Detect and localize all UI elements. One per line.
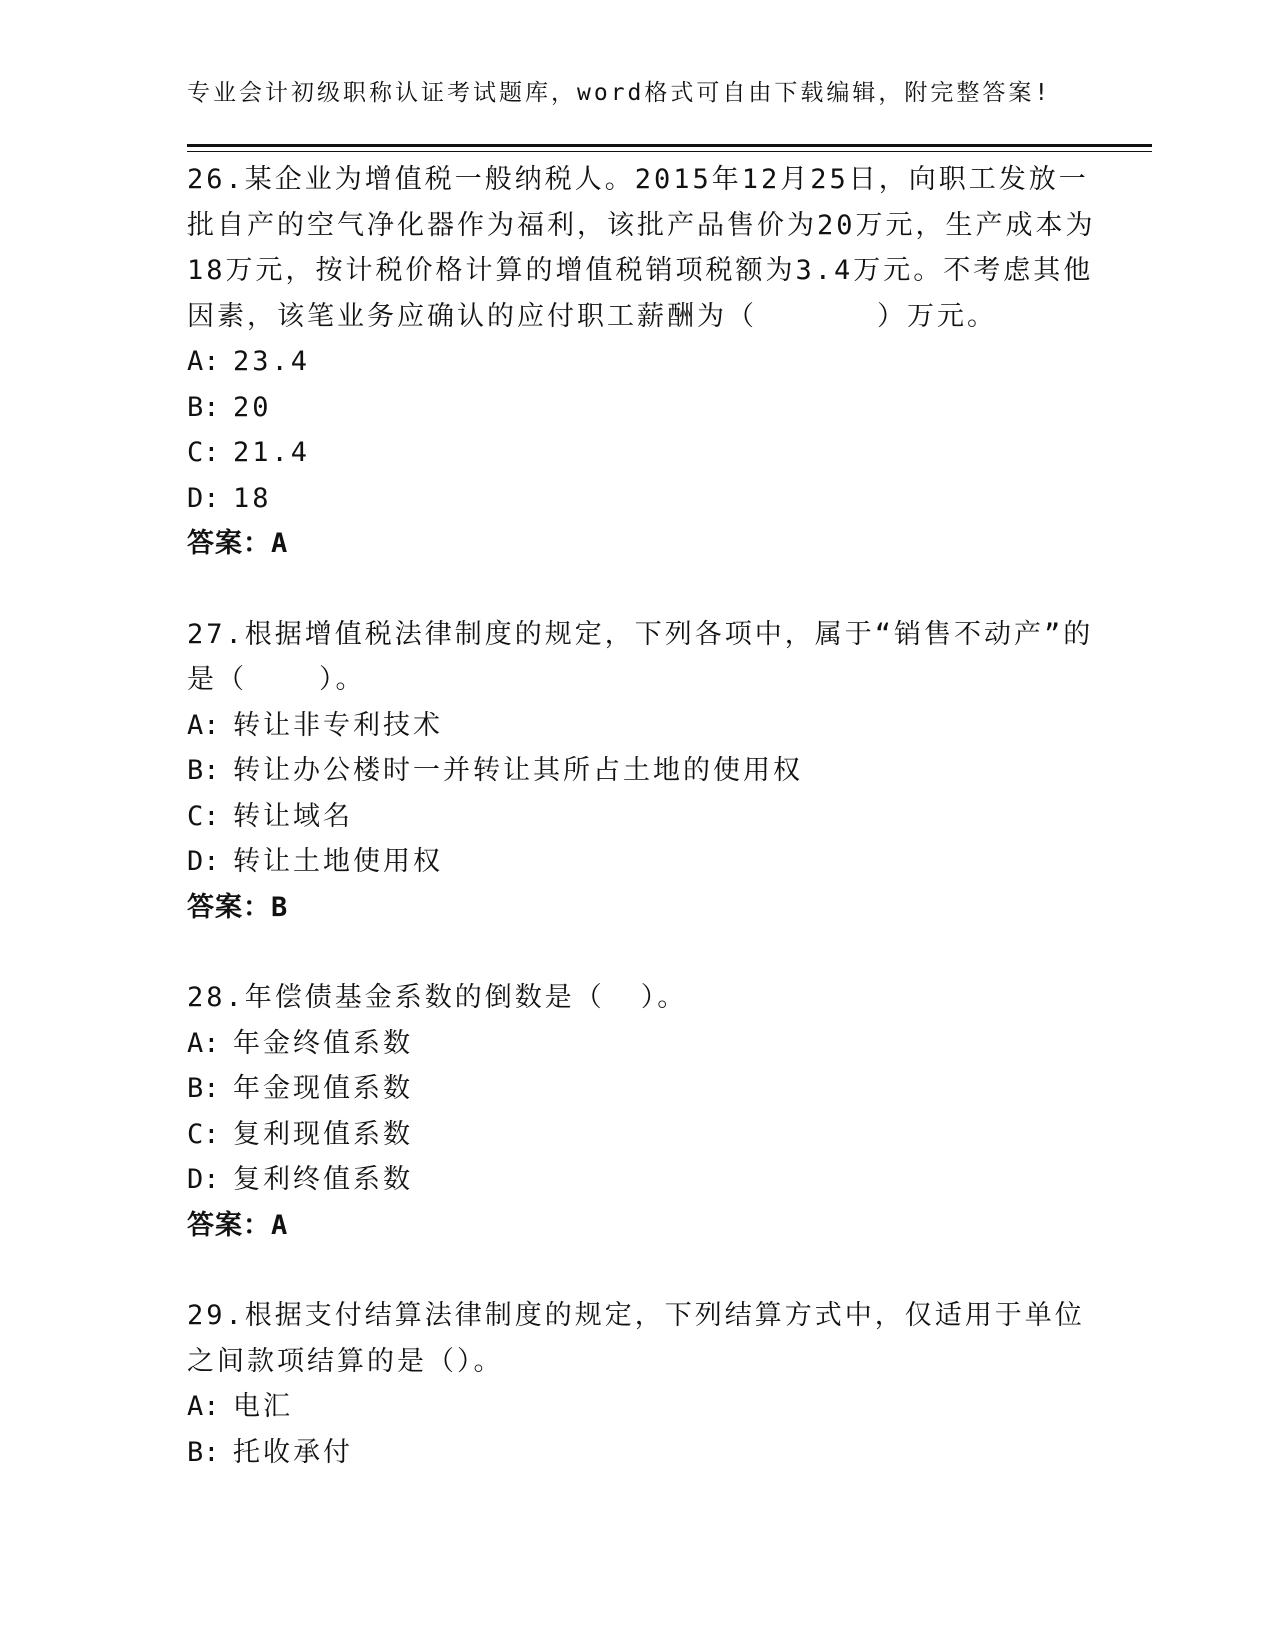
option-a: A: 转让非专利技术 <box>187 709 443 741</box>
option-a: A: 电汇 <box>187 1391 293 1422</box>
question-28 <box>187 975 1097 1248</box>
question-list <box>187 157 1097 1520</box>
option-c: C: 复利现值系数 <box>187 1118 413 1150</box>
option-d: D: 转让土地使用权 <box>187 846 443 877</box>
option-b: B: 年金现值系数 <box>187 1073 413 1104</box>
option-c: C: 21.4 <box>187 437 311 468</box>
option-a: A: 年金终值系数 <box>187 1027 413 1059</box>
option-b: B: 20 <box>187 391 272 423</box>
option-b: B: 转让办公楼时一并转让其所占土地的使用权 <box>187 755 803 786</box>
question-27 <box>187 612 1097 931</box>
answer-line: 答案：B <box>187 891 289 923</box>
header-divider <box>187 144 1152 147</box>
answer-line: 答案：A <box>187 1209 289 1241</box>
page-header: 专业会计初级职称认证考试题库，word格式可自由下载编辑，附完整答案! <box>187 80 1052 106</box>
question-stem: 26.某企业为增值税一般纳税人。2015年12月25日，向职工发放一批自产的空气净化器作为福利，该批产品售价为20万元，生产成本为18万元，按计税价格计算的增值税销项税额为3.4万元。不考虑其他因素，该笔业务应确认的应付职工薪酬为（ ）万元。 <box>187 164 1096 332</box>
question-stem: 27.根据增值税法律制度的规定，下列各项中，属于“销售不动产”的是（ ）。 <box>187 618 1094 695</box>
header-divider-thin <box>187 151 1152 152</box>
option-d: D: 复利终值系数 <box>187 1164 413 1195</box>
option-c: C: 转让域名 <box>187 800 353 832</box>
question-stem: 28.年偿债基金系数的倒数是（ ）。 <box>187 982 688 1013</box>
question-26 <box>187 157 1097 567</box>
option-b: B: 托收承付 <box>187 1436 353 1468</box>
option-a: A: 23.4 <box>187 346 311 377</box>
question-29 <box>187 1293 1097 1475</box>
option-d: D: 18 <box>187 482 272 514</box>
question-stem: 29.根据支付结算法律制度的规定，下列结算方式中，仅适用于单位之间款项结算的是（）。 <box>187 1300 1085 1377</box>
answer-line: 答案：A <box>187 528 289 559</box>
